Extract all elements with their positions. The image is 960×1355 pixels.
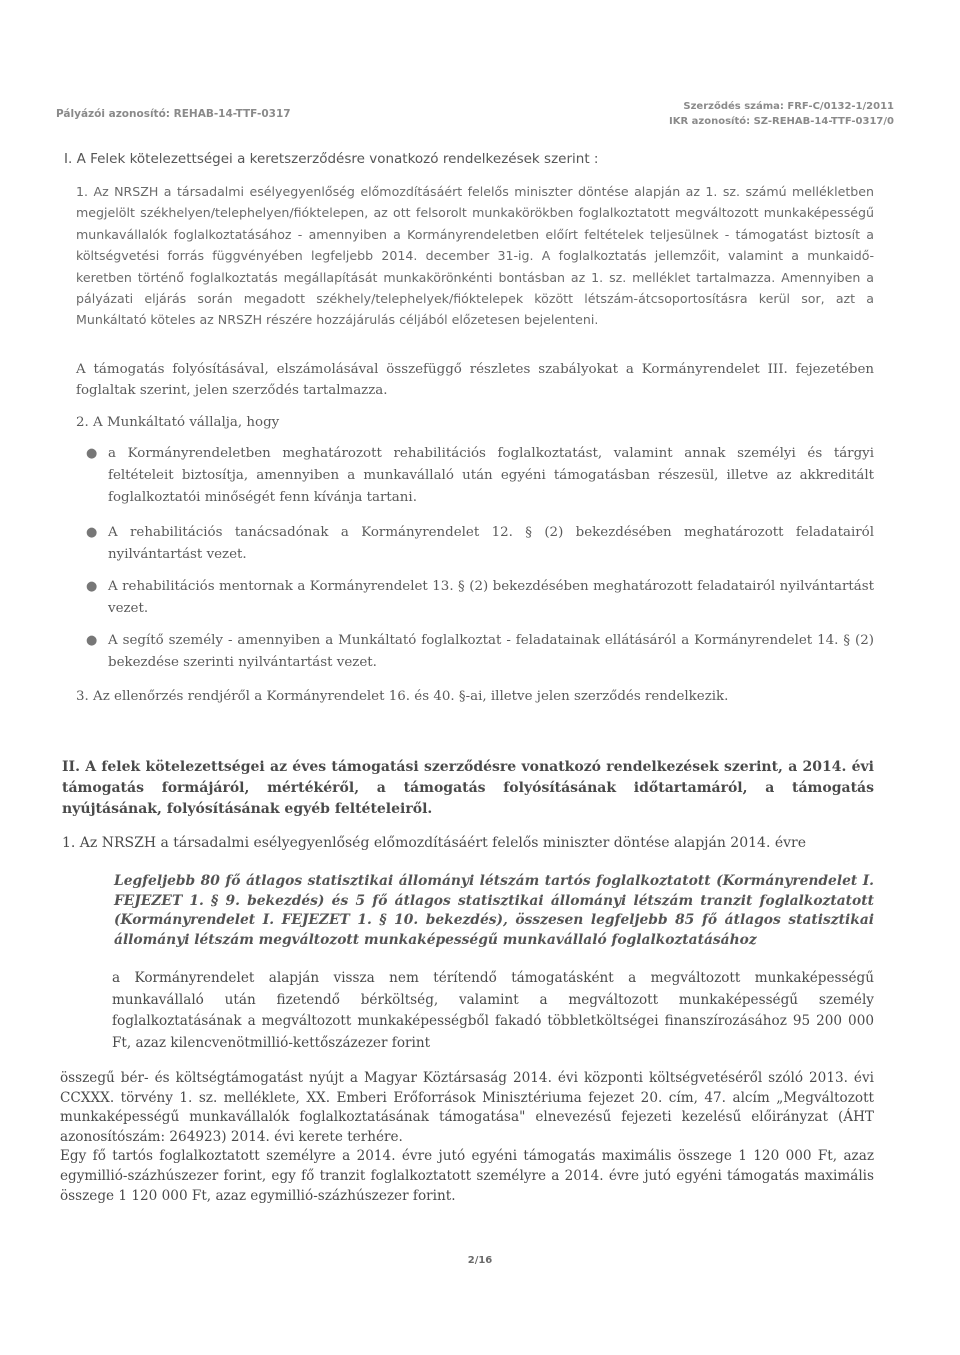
section2-paragraph-1: 1. Az NRSZH a társadalmi esélyegyenlőség előmozdításáért felelős miniszter döntése alapján 2014. évre bbox=[62, 835, 807, 851]
section1-paragraph-2: A támogatás folyósításával, elszámolásával összefüggő részletes szabályokat a Kormányrendelet III. fejezetében foglaltak szerint, jelen szerződés tartalmazza. bbox=[76, 362, 874, 398]
list-item bbox=[86, 630, 874, 674]
list-item-text: A rehabilitációs tanácsadónak a Kormányrendelet 12. § (2) bekezdésében meghatározott feladatairól nyilvántartást vezet. bbox=[108, 525, 874, 562]
list-item bbox=[86, 443, 874, 509]
bullet-icon: ● bbox=[86, 579, 98, 594]
list-item-text: A segítő személy - amennyiben a Munkáltató foglalkoztat - feladatainak ellátásáról a Kormányrendelet 14. § (2) bekezdése szerinti nyilvántartást vezet. bbox=[108, 633, 874, 670]
section1-paragraph-4: 3. Az ellenőrzés rendjéről a Kormányrendelet 16. és 40. §-ai, illetve jelen szerződés rendelkezik. bbox=[76, 689, 729, 704]
section2-paragraph-3-text: összegű bér- és költségtámogatást nyújt a Magyar Köztársaság 2014. évi központi költségvetéséről szóló 2013. évi CCXXX. törvény 1. sz. melléklete, XX. Emberi Erőforrások Minisztériuma fejezet 20. cím, 47. alcím „Megváltozott munkaképességű munkavállalók foglalkoztatásának támogatása" elnevezésű fejezeti kezelésű előirányzat (ÁHT azonosítószám: 264923) 2014. évi kerete terhére. bbox=[60, 1070, 874, 1145]
section1-title: I. A Felek kötelezettségei a keretszerződésre vonatkozó rendelkezések szerint : bbox=[64, 151, 599, 167]
bullet-icon: ● bbox=[86, 633, 98, 648]
section1-paragraph-1: 1. Az NRSZH a társadalmi esélyegyenlőség előmozdításáért felelős miniszter döntése alapján az 1. sz. számú mellékletben megjelölt székhelyen/telephelyen/fióktelepen, az ott felsorolt munkakörökben foglalkoztatott megváltozott munkaképességű munkavállalók foglalkoztatásához - amennyiben a Kormányrendeletben előírt feltételek teljesülnek - támogatást biztosít a költségvetési forrás függvényében legfeljebb 2014. december 31-ig. A foglalkoztatás jellemzőit, valamint a munkaidő-keretben történő foglalkoztatás megállapítását munkakörönkénti bontásban az 1. sz. melléklet tartalmazza. Amennyiben a pályázati eljárás során megadott székhely/telephelyek/fióktelepek között létszám-átcsoportosításra kerül sor, azt a Munkáltató köteles az NRSZH részére hozzájárulás céljából előzetesen bejelenteni. bbox=[76, 184, 874, 328]
list-item bbox=[86, 576, 874, 620]
list-item bbox=[86, 522, 874, 566]
section2-title: II. A felek kötelezettségei az éves támogatási szerződésre vonatkozó rendelkezések szerint, a 2014. évi támogatás formájáról, mértékéről, a támogatás folyósításának időtartamáról, a támogatás nyújtásának, folyósításának egyéb feltételeiről. bbox=[62, 759, 874, 817]
section2-paragraph-3 bbox=[60, 1069, 874, 1206]
page-number: 2/16 bbox=[467, 1255, 493, 1266]
applicant-id: Pályázói azonosító: REHAB-14-TTF-0317 bbox=[56, 108, 291, 120]
contract-header bbox=[669, 99, 894, 129]
ikr-id: IKR azonosító: SZ-REHAB-14-TTF-0317/0 bbox=[668, 116, 894, 127]
list-item-text: a Kormányrendeletben meghatározott rehabilitációs foglalkoztatást, valamint annak személyi és tárgyi feltételeit biztosítja, amennyiben a munkavállaló után egyéni támogatásban részesül, illetve az akkreditált foglalkoztatói minőségét fenn kívánja tartani. bbox=[108, 446, 874, 505]
section2-paragraph-2: a Kormányrendelet alapján vissza nem térítendő támogatásként a megváltozott munkaképességű munkavállaló után fizetendő bérköltség, valamint a megváltozott munkaképességű személy foglalkoztatásának a megváltozott munkaképességből fakadó többletköltségei finanszírozásához 95 200 000 Ft, azaz kilencvenötmillió-kettőszázezer forint bbox=[112, 970, 874, 1051]
section2-emphasis: Legfeljebb 80 fő átlagos statisztikai állományi létszám tartós foglalkoztatott (Kormányrendelet I. FEJEZET 1. § 9. bekezdés) és 5 fő átlagos statisztikai állományi létszám tranzit foglalkoztatott (Kormányrendelet I. FEJEZET 1. § 10. bekezdés), összesen legfeljebb 85 fő átlagos statisztikai állományi létszám megváltozott munkaképességű munkavállaló foglalkoztatásához bbox=[114, 873, 874, 948]
list-item-text: A rehabilitációs mentornak a Kormányrendelet 13. § (2) bekezdésében meghatározott feladatairól nyilvántartást vezet. bbox=[108, 579, 874, 616]
section2-paragraph-4: Egy fő tartós foglalkoztatott személyre a 2014. évre jutó egyéni támogatás maximális összege 1 120 000 Ft, azaz egymillió-százhúszezer forint, egy fő tranzit foglalkoztatott személyre a 2014. évre jutó egyéni támogatás maximális összege 1 120 000 Ft, azaz egymillió-százhúszezer forint. bbox=[60, 1148, 874, 1204]
section1-paragraph-3: 2. A Munkáltató vállalja, hogy bbox=[76, 415, 280, 430]
bullet-icon: ● bbox=[86, 525, 98, 540]
contract-number: Szerződés száma: FRF-C/0132-1/2011 bbox=[683, 101, 894, 112]
bullet-icon: ● bbox=[86, 446, 98, 461]
